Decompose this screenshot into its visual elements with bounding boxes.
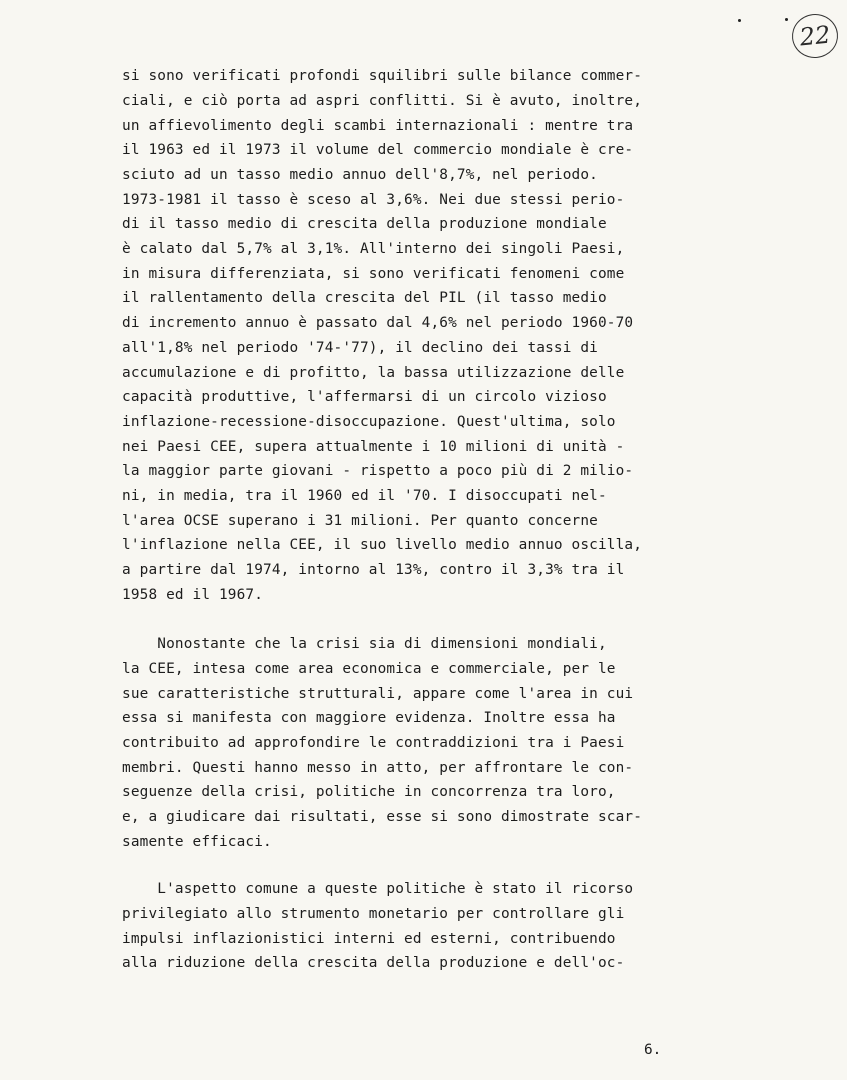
text-line: alla riduzione della crescita della produzione e dell'oc- bbox=[122, 955, 625, 971]
text-line: ni, in media, tra il 1960 ed il '70. I disoccupati nel- bbox=[122, 488, 607, 504]
text-line: L'aspetto comune a queste politiche è stato il ricorso bbox=[122, 881, 634, 897]
text-line: 1973-1981 il tasso è sceso al 3,6%. Nei due stessi perio- bbox=[122, 192, 625, 208]
text-line: 1958 ed il 1967. bbox=[122, 587, 264, 603]
text-line: il 1963 ed il 1973 il volume del commercio mondiale è cre- bbox=[122, 142, 634, 158]
handwritten-page-annotation: 22 bbox=[790, 12, 840, 61]
text-line: il rallentamento della crescita del PIL (il tasso medio bbox=[122, 290, 607, 306]
text-line: accumulazione e di profitto, la bassa utilizzazione delle bbox=[122, 365, 625, 381]
text-line: capacità produttive, l'affermarsi di un circolo vizioso bbox=[122, 389, 607, 405]
text-line: l'area OCSE superano i 31 milioni. Per quanto concerne bbox=[122, 513, 598, 529]
text-line: nei Paesi CEE, supera attualmente i 10 milioni di unità - bbox=[122, 439, 625, 455]
text-line: la maggior parte giovani - rispetto a poco più di 2 milio- bbox=[122, 463, 634, 479]
page-number: 6. bbox=[644, 1042, 662, 1058]
text-line: privilegiato allo strumento monetario per controllare gli bbox=[122, 906, 625, 922]
ink-speck bbox=[738, 19, 741, 22]
ink-speck bbox=[785, 18, 788, 21]
text-line: in misura differenziata, si sono verificati fenomeni come bbox=[122, 266, 625, 282]
text-line: l'inflazione nella CEE, il suo livello medio annuo oscilla, bbox=[122, 537, 643, 553]
text-line: di incremento annuo è passato dal 4,6% nel periodo 1960-70 bbox=[122, 315, 634, 331]
text-line: è calato dal 5,7% al 3,1%. All'interno dei singoli Paesi, bbox=[122, 241, 625, 257]
text-line: contribuito ad approfondire le contraddizioni tra i Paesi bbox=[122, 735, 625, 751]
text-line: impulsi inflazionistici interni ed esterni, contribuendo bbox=[122, 931, 616, 947]
text-line: Nonostante che la crisi sia di dimensioni mondiali, bbox=[122, 636, 607, 652]
text-line: membri. Questi hanno messo in atto, per affrontare le con- bbox=[122, 760, 634, 776]
text-line: inflazione-recessione-disoccupazione. Quest'ultima, solo bbox=[122, 414, 616, 430]
text-line: a partire dal 1974, intorno al 13%, contro il 3,3% tra il bbox=[122, 562, 625, 578]
text-line: essa si manifesta con maggiore evidenza. Inoltre essa ha bbox=[122, 710, 616, 726]
text-line: sue caratteristiche strutturali, appare come l'area in cui bbox=[122, 686, 634, 702]
text-line: si sono verificati profondi squilibri sulle bilance commer- bbox=[122, 68, 643, 84]
text-line: e, a giudicare dai risultati, esse si sono dimostrate scar- bbox=[122, 809, 643, 825]
text-line: un affievolimento degli scambi internazionali : mentre tra bbox=[122, 118, 634, 134]
text-line: ciali, e ciò porta ad aspri conflitti. Si è avuto, inoltre, bbox=[122, 93, 643, 109]
text-line: seguenze della crisi, politiche in concorrenza tra loro, bbox=[122, 784, 616, 800]
text-line: di il tasso medio di crescita della produzione mondiale bbox=[122, 216, 607, 232]
text-line: all'1,8% nel periodo '74-'77), il declino dei tassi di bbox=[122, 340, 598, 356]
text-line: sciuto ad un tasso medio annuo dell'8,7%, nel periodo. bbox=[122, 167, 598, 183]
text-line: la CEE, intesa come area economica e commerciale, per le bbox=[122, 661, 616, 677]
text-line: samente efficaci. bbox=[122, 834, 272, 850]
